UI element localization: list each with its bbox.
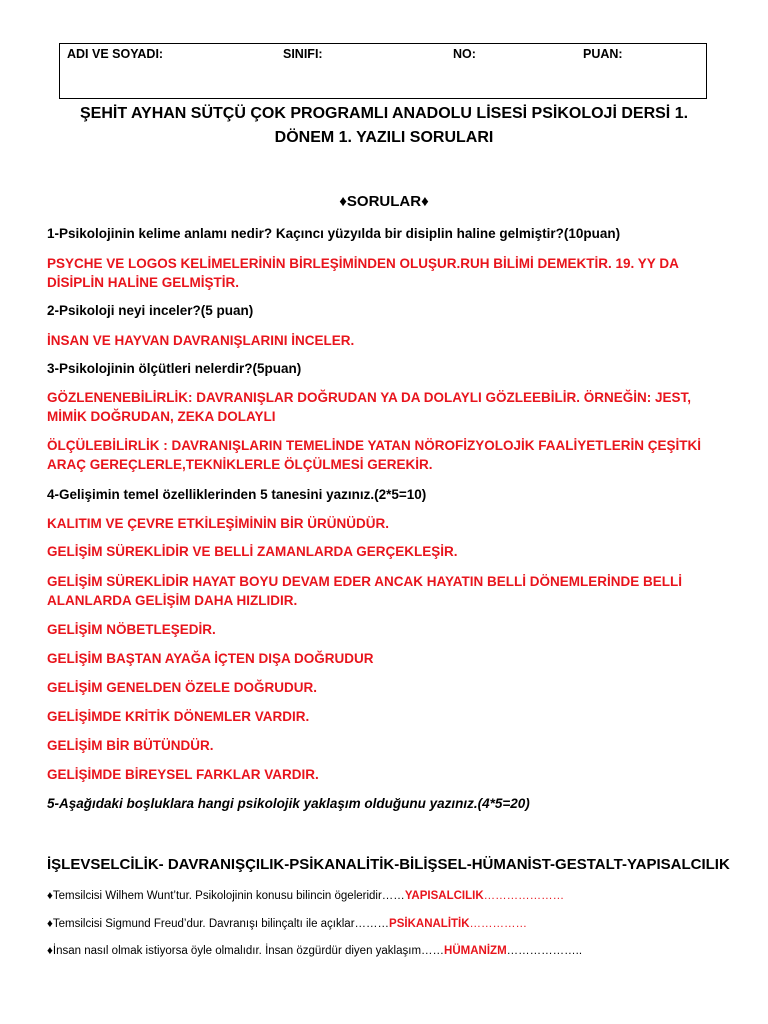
fill-item-text: ♦İnsan nasıl olmak istiyorsa öyle olmalıdır. İnsan özgürdür diyen yaklaşım…… xyxy=(47,945,445,957)
fill-item-text: ♦Temsilcisi Wilhem Wunt’tur. Psikolojinin konusu bilincin ögeleridir…… xyxy=(47,890,405,902)
question-1: 1-Psikolojinin kelime anlamı nedir? Kaçıncı yüzyılda bir disiplin haline gelmiştir?(10puan) xyxy=(47,226,621,241)
question-5: 5-Aşağıdaki boşluklara hangi psikolojik yaklaşım olduğunu yazınız.(4*5=20) xyxy=(47,796,530,811)
answer-4-item: GELİŞİM SÜREKLİDİR HAYAT BOYU DEVAM EDER ANCAK HAYATIN BELLİ DÖNEMLERİNDE BELLİ ALANLARDA GELİŞİM DAHA HIZLIDIR. xyxy=(47,574,683,608)
question-3: 3-Psikolojinin ölçütleri nelerdir?(5puan) xyxy=(47,361,302,376)
approach-list: İŞLEVSELCİLİK- DAVRANIŞÇILIK-PSİKANALİTİK-BİLİŞSEL-HÜMANİST-GESTALT-YAPISALCILIK xyxy=(47,856,730,873)
fill-item-dots: …………… xyxy=(469,918,528,930)
answer-4-item: GELİŞİMDE KRİTİK DÖNEMLER VARDIR. xyxy=(47,709,310,724)
question-2: 2-Psikoloji neyi inceler?(5 puan) xyxy=(47,303,254,318)
answer-4-item: GELİŞİM GENELDEN ÖZELE DOĞRUDUR. xyxy=(47,680,318,695)
section-title: ♦SORULAR♦ xyxy=(339,193,429,210)
fill-item-answer: YAPISALCILIK xyxy=(404,890,484,902)
fill-item xyxy=(47,916,747,932)
answer-3-criterion-1: GÖZLENENEBİLİRLİK: DAVRANIŞLAR DOĞRUDAN YA DA DOLAYLI GÖZLEEBİLİR. ÖRNEĞİN: JEST, MİMİK DOĞRUDAN, ZEKA DOLAYLI xyxy=(47,390,692,424)
answer-3-criterion-2: ÖLÇÜLEBİLİRLİK : DAVRANIŞLARIN TEMELİNDE YATAN NÖROFİZYOLOJİK FAALİYETLERİN ÇEŞİTKİ ARAÇ GEREÇLERLE,TEKNİKLERLE ÖLÇÜLMESİ GEREKİR. xyxy=(47,438,702,472)
name-label: ADI VE SOYADI: xyxy=(67,47,164,61)
answer-4-item: GELİŞİM BİR BÜTÜNDÜR. xyxy=(47,738,214,753)
fill-item-text: ♦Temsilcisi Sigmund Freud’dur. Davranışı bilinçaltı ile açıklar……… xyxy=(47,918,390,930)
fill-item-answer: PSİKANALİTİK xyxy=(389,918,470,930)
answer-4-item: KALITIM VE ÇEVRE ETKİLEŞİMİNİN BİR ÜRÜNÜDÜR. xyxy=(47,516,390,531)
number-label: NO: xyxy=(453,47,476,61)
exam-title-line2: DÖNEM 1. YAZILI SORULARI xyxy=(274,129,494,146)
fill-item-answer: HÜMANİZM xyxy=(444,945,507,957)
answer-4-item: GELİŞİMDE BİREYSEL FARKLAR VARDIR. xyxy=(47,767,319,782)
answer-4-item: GELİŞİM BAŞTAN AYAĞA İÇTEN DIŞA DOĞRUDUR xyxy=(47,651,374,666)
fill-item-dots: ……………….. xyxy=(506,945,583,957)
question-4: 4-Gelişimin temel özelliklerinden 5 tanesini yazınız.(2*5=10) xyxy=(47,487,427,502)
score-label: PUAN: xyxy=(583,47,623,61)
answer-4-item: GELİŞİM NÖBETLEŞEDİR. xyxy=(47,622,216,637)
fill-item xyxy=(47,943,747,959)
answer-1: PSYCHE VE LOGOS KELİMELERİNİN BİRLEŞİMİNDEN OLUŞUR.RUH BİLİMİ DEMEKTİR. 19. YY DA DİSİPLİN HALİNE GELMİŞTİR. xyxy=(47,256,679,290)
fill-item xyxy=(47,888,747,904)
class-label: SINIFI: xyxy=(283,47,323,61)
answer-2: İNSAN VE HAYVAN DAVRANIŞLARINI İNCELER. xyxy=(47,333,355,348)
answer-4-item: GELİŞİM SÜREKLİDİR VE BELLİ ZAMANLARDA GERÇEKLEŞİR. xyxy=(47,544,458,559)
student-info-box xyxy=(59,43,707,99)
fill-item-dots: ………………… xyxy=(483,890,565,902)
exam-title-line1: ŞEHİT AYHAN SÜTÇÜ ÇOK PROGRAMLI ANADOLU LİSESİ PSİKOLOJİ DERSİ 1. xyxy=(79,105,689,122)
